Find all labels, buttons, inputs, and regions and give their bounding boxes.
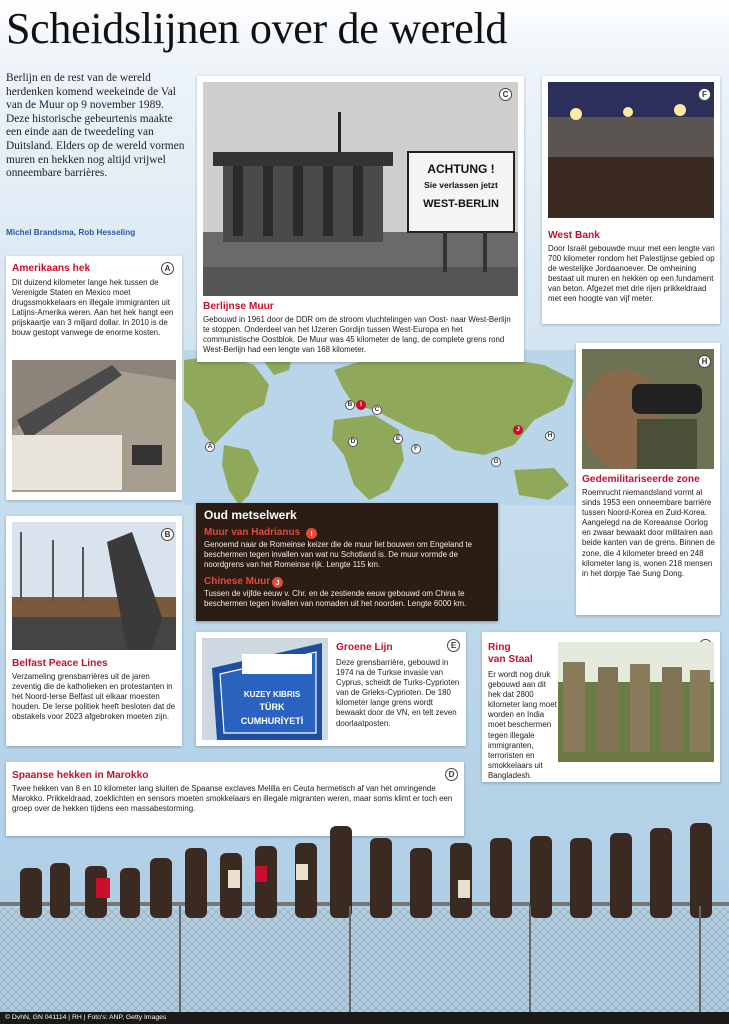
map-marker-j: J xyxy=(513,425,523,435)
spanje-title: Spaanse hekken in Marokko xyxy=(12,770,149,781)
map-marker-d: D xyxy=(348,437,358,447)
oud-metselwerk-box xyxy=(196,503,498,621)
korea-photo xyxy=(582,349,714,469)
fence-photo xyxy=(0,808,729,1012)
belfast-text: Verzameling grensbarrières uit de jaren zeventig die de katholieken en protestanten in het Noord-Ierse Belfast uit elkaar moesten houden. De Ierse politiek heeft besloten dat de obstakels voor 2023 afgebroken moeten zijn. xyxy=(12,672,176,722)
india-title-2: van Staal xyxy=(488,654,533,665)
cyprus-photo xyxy=(202,638,328,740)
sign-achtung: ACHTUNG ! xyxy=(427,162,495,176)
berlin-title: Berlijnse Muur xyxy=(203,301,274,312)
china-title: Chinese Muur xyxy=(204,576,271,587)
belfast-photo xyxy=(12,522,176,650)
map-marker-b: B xyxy=(345,400,355,410)
badge-a: A xyxy=(161,262,174,275)
india-title-1: Ring xyxy=(488,642,511,653)
map-marker-g: G xyxy=(491,457,501,467)
india-text: Er wordt nog druk gebouwd aan dit hek dat 2800 kilometer lang moet worden en India moet beschermen tegen illegale immigranten, terroristen en smokkelaars uit Bangladesh. xyxy=(488,670,557,780)
cyprus-text: Deze grensbarrière, gebouwd in 1974 na de Turkse invasie van Cyprus, scheidt de Turks-Cyprioten van de Grieks-Cyprioten. De 180 kilometer lange grens wordt bewaakt door de VN, en telt zeven doorlaatposten. xyxy=(336,658,460,728)
map-marker-h: H xyxy=(545,431,555,441)
badge-i: I xyxy=(306,528,317,539)
footer-credits: © DvhN, GN 041114 | RH | Foto's: ANP, Getty Images xyxy=(0,1012,729,1024)
sign-cumhuriyeti: CUMHURİYETİ xyxy=(240,716,304,726)
korea-title: Gedemilitariseerde zone xyxy=(582,474,700,485)
badge-e: E xyxy=(447,639,460,652)
badge-d: D xyxy=(445,768,458,781)
card-gedemilitariseerde-zone xyxy=(576,343,720,615)
map-marker-a: A xyxy=(205,442,215,452)
sign-west-berlin: WEST-BERLIN xyxy=(423,198,499,210)
oud-heading: Oud metselwerk xyxy=(204,508,297,522)
map-marker-c: C xyxy=(372,405,382,415)
berlin-photo xyxy=(203,82,518,296)
map-marker-f: F xyxy=(411,444,421,454)
card-berlijnse-muur xyxy=(197,76,524,362)
byline: Michel Brandsma, Rob Hesseling xyxy=(6,228,136,237)
west-bank-title: West Bank xyxy=(548,230,600,241)
sign-kuzey-kibris: KUZEY KIBRIS xyxy=(243,690,301,699)
map-marker-i: I xyxy=(356,400,366,410)
badge-c: C xyxy=(499,88,512,101)
belfast-title: Belfast Peace Lines xyxy=(12,658,108,669)
intro-text: Berlijn en de rest van de wereld herdenken komend weekeinde de Val van de Muur op 9 november 1989. Deze historische gebeurtenis maakte een einde aan de tweedeling van Duitsland. Elders op de wereld vormen muren en hekken nog altijd vrijwel onneembare barrières. xyxy=(6,72,185,180)
berlin-text: Gebouwd in 1961 door de DDR om de stroom vluchtelingen van Oost- naar West-Berlijn te stoppen. Onderdeel van het IJzeren Gordijn tussen West-Europa en het communistische Oostblok. De Muur was 45 kilometer de lang, de complete grens rond West-Berlijn had een lengte van 168 kilometer. xyxy=(203,315,511,355)
map-marker-e: E xyxy=(393,434,403,444)
badge-f: F xyxy=(698,88,711,101)
amerika-photo xyxy=(12,360,176,492)
spanje-text: Twee hekken van 8 en 10 kilometer lang sluiten de Spaanse exclaves Melilla en Ceuta hermetisch af van het omringende Marokko. Prikkeldraad, zoeklichten en sensors moeten smokkelaars en illegale migranten weren, maar soms klimt er toch een groep over de hekken tijdens een massabestorming. xyxy=(12,784,453,814)
card-west-bank xyxy=(542,76,720,324)
china-text: Tussen de vijfde eeuw v. Chr. en de zestiende eeuw gebouwd om China te beschermen tegen invallen van nomaden uit het noorden. Lengte 6000 km. xyxy=(204,589,467,609)
india-text-1 xyxy=(488,670,558,781)
card-groene-lijn xyxy=(196,632,466,746)
west-bank-photo xyxy=(548,82,714,218)
badge-j: J xyxy=(272,577,283,588)
hadrianus-text: Genoemd naar de Romeinse keizer die de muur liet bouwen om Engeland te beschermen tegen invallen van wat nu Schotland is. De muur vormde de noordgrens van het Romeinse rijk. Lengte 115 km. xyxy=(204,540,473,570)
korea-text: Roemrucht niemandsland vormt al sinds 1953 een onneembare barrière tussen Noord-Korea en Zuid-Korea. Aangelegd na de Koreaanse Oorlog en zwaar bewaakt door militairen aan beide kanten van de grens. Binnen de zone, die 4 kilometer breed en 248 kilometer lang is, wonen 218 mensen in het dorpje Tae Sung Dong. xyxy=(582,488,715,578)
cyprus-title: Groene Lijn xyxy=(336,642,393,653)
card-belfast-peace-lines xyxy=(6,516,182,746)
hadrianus-title: Muur van Hadrianus xyxy=(204,527,301,538)
page-title: Scheidslijnen over de wereld xyxy=(6,4,508,53)
amerika-title: Amerikaans hek xyxy=(12,263,91,274)
card-amerikaans-hek xyxy=(6,256,182,500)
sign-verlassen: Sie verlassen jetzt xyxy=(424,180,498,190)
amerika-text: Dit duizend kilometer lange hek tussen de Verenigde Staten en Mexico moet drugssmokkelaars en illegale immigranten uit Latijns-Amerika weren. Aan het hek hangt een prijskaartje van 3 miljard dollar. In 2010 is de bouw gestopt vanwege de enorme kosten. xyxy=(12,278,174,338)
sign-turk: TÜRK xyxy=(259,702,285,712)
badge-b: B xyxy=(161,528,174,541)
india-photo xyxy=(558,642,714,762)
card-ring-van-staal xyxy=(482,632,720,782)
west-bank-text: Door Israël gebouwde muur met een lengte van 700 kilometer rondom het Palestijnse gebied op de westelijke Jordaanoever. De omheining bestaat uit muren en hekken op een fundament van beton. Afgezet met drie rijen prikkeldraad met een hoogte van vijf meter. xyxy=(548,244,715,304)
badge-h: H xyxy=(698,355,711,368)
